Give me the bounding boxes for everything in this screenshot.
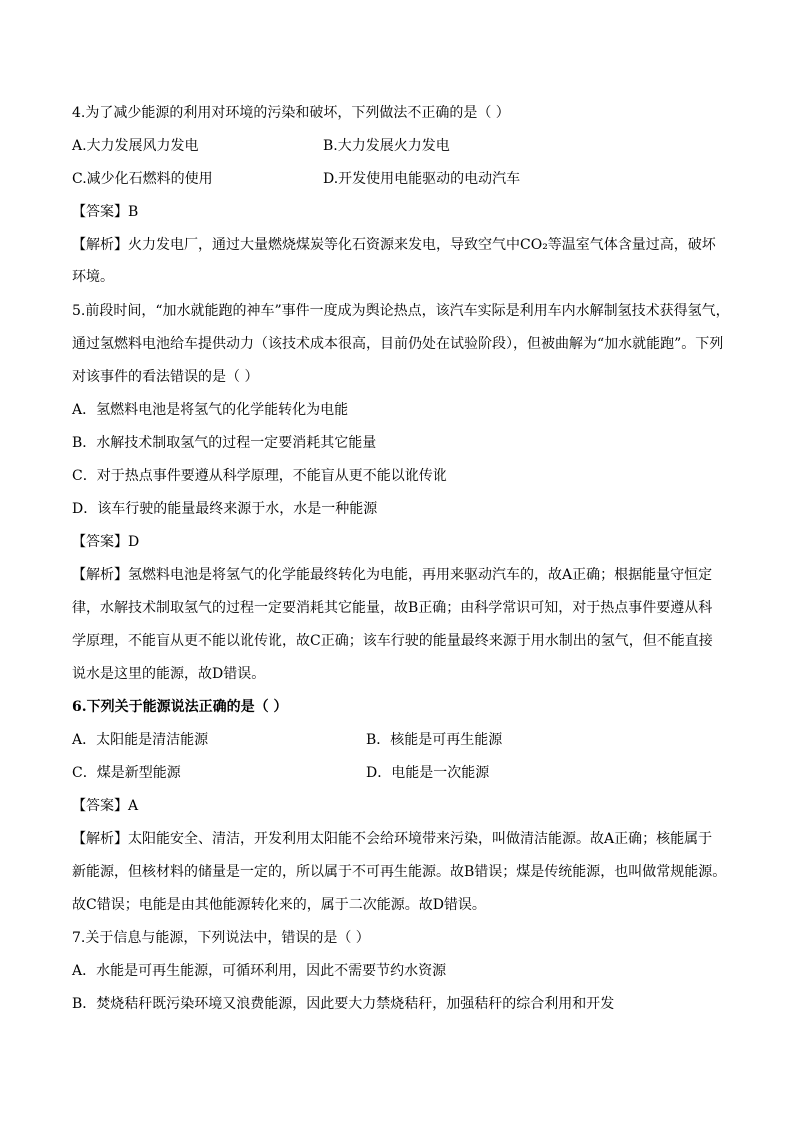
- q5-option-b: B．水解技术制取氢气的过程一定要消耗其它能量: [72, 435, 377, 451]
- q5-analysis-line: 【解析】氢燃料电池是将氢气的化学能最终转化为电能，再用来驱动汽车的，故A正确；根据能量守恒定: [72, 567, 713, 583]
- q5-option-c: C．对于热点事件要遵从科学原理，不能盲从更不能以讹传讹: [72, 468, 447, 484]
- q4-answer: 【答案】B: [72, 204, 139, 220]
- q6-option-d: D．电能是一次能源: [366, 765, 490, 781]
- q7-option-a: A．水能是可再生能源，可循环利用，因此不需要节约水资源: [72, 963, 447, 979]
- q5-option-a: A．氢燃料电池是将氢气的化学能转化为电能: [72, 402, 349, 418]
- q5-analysis-line: 学原理，不能盲从更不能以讹传讹，故C正确；该车行驶的能量最终来源于用水制出的氢气，但不能直接: [72, 633, 713, 649]
- q6-answer: 【答案】A: [72, 798, 139, 814]
- q6-option-a: A．太阳能是清洁能源: [72, 732, 209, 748]
- q4-option-a: A.大力发展风力发电: [72, 138, 199, 154]
- q7-stem: 7.关于信息与能源，下列说法中，错误的是（ ）: [72, 930, 370, 946]
- q6-analysis-line: 新能源，但核材料的储量是一定的，所以属于不可再生能源。故B错误；煤是传统能源，也叫做常规能源。: [72, 864, 727, 880]
- q4-analysis-line: 【解析】火力发电厂，通过大量燃烧煤炭等化石资源来发电，导致空气中CO₂等温室气体含量过高，破坏: [72, 237, 716, 253]
- q5-option-d: D．该车行驶的能量最终来源于水，水是一种能源: [72, 501, 378, 517]
- q5-stem-line: 通过氢燃料电池给车提供动力（该技术成本很高，目前仍处在试验阶段），但被曲解为“加水就能跑”。下列: [72, 336, 724, 352]
- q5-answer: 【答案】D: [72, 534, 140, 550]
- q6-stem: 6.下列关于能源说法正确的是（ ）: [72, 699, 288, 715]
- q6-analysis-line: 【解析】太阳能安全、清洁，开发利用太阳能不会给环境带来污染，叫做清洁能源。故A正确；核能属于: [72, 831, 713, 847]
- q4-analysis-line: 环境。: [72, 269, 114, 285]
- q4-option-c: C.减少化石燃料的使用: [72, 171, 213, 187]
- q4-option-b: B.大力发展火力发电: [323, 138, 450, 154]
- q6-option-c: C．煤是新型能源: [72, 765, 181, 781]
- q7-option-b: B．焚烧秸秆既污染环境又浪费能源，因此要大力禁烧秸秆，加强秸秆的综合利用和开发: [72, 996, 615, 1012]
- q6-option-b: B．核能是可再生能源: [366, 732, 503, 748]
- q5-stem-line: 对该事件的看法错误的是（ ）: [72, 369, 259, 385]
- q4-stem: 4.为了减少能源的利用对环境的污染和破坏，下列做法不正确的是（ ）: [72, 105, 510, 121]
- q6-analysis-line: 故C错误；电能是由其他能源转化来的，属于二次能源。故D错误。: [72, 897, 486, 913]
- q5-analysis-line: 律，水解技术制取氢气的过程一定要消耗其它能量，故B正确；由科学常识可知，对于热点事件要遵从科: [72, 600, 713, 616]
- q5-analysis-line: 说水是这里的能源，故D错误。: [72, 666, 266, 682]
- q5-stem-line: 5.前段时间，“加水就能跑的神车”事件一度成为舆论热点，该汽车实际是利用车内水解制氢技术获得氢气，: [72, 303, 730, 319]
- q4-option-d: D.开发使用电能驱动的电动汽车: [323, 171, 521, 187]
